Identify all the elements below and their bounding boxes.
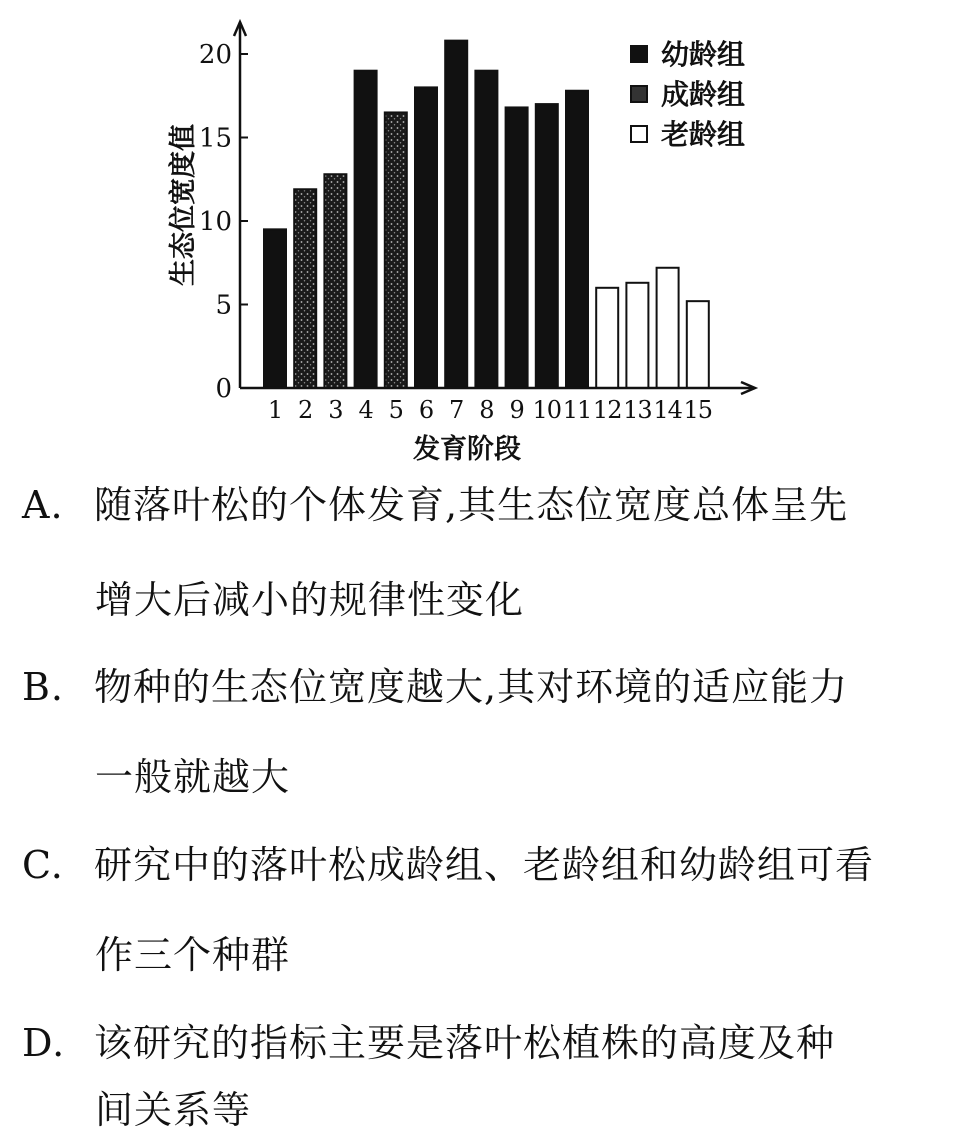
- bar: [687, 301, 709, 388]
- option-d-line-1: 该研究的指标主要是落叶松植株的高度及种: [94, 1021, 836, 1065]
- option-a-cont: [95, 575, 524, 625]
- x-tick-label: 6: [418, 396, 434, 424]
- x-tick-label: 3: [328, 396, 343, 424]
- option-b-letter: B.: [22, 665, 65, 709]
- y-tick-label: 10: [198, 207, 232, 237]
- option-b-line-1: 物种的生态位宽度越大,其对环境的适应能力: [94, 665, 849, 709]
- bar: [294, 189, 316, 388]
- option-b-line-2: 一般就越大: [95, 755, 291, 799]
- x-tick-label: 9: [509, 396, 524, 424]
- x-tick-label: 8: [479, 396, 494, 424]
- x-tick-label: 13: [623, 396, 652, 424]
- option-d-cont: [95, 1085, 251, 1135]
- bar: [566, 91, 588, 388]
- y-tick-label: 15: [198, 123, 232, 154]
- option-d: [22, 1018, 835, 1068]
- bar: [264, 229, 286, 388]
- bar: [324, 174, 346, 388]
- legend-swatch: [631, 126, 647, 142]
- bar: [626, 283, 648, 388]
- option-b: [22, 662, 848, 712]
- x-tick-label: 5: [388, 396, 403, 424]
- bar: [506, 107, 528, 388]
- legend-swatch: [631, 86, 647, 102]
- option-c-letter: C.: [22, 843, 64, 887]
- x-tick-label: 7: [449, 396, 464, 424]
- x-tick-label: 11: [562, 396, 592, 424]
- bar: [355, 71, 377, 388]
- bar: [475, 71, 497, 388]
- x-tick-label: 1: [267, 396, 283, 424]
- option-a-letter: A.: [22, 483, 64, 527]
- option-d-letter: D.: [22, 1021, 66, 1065]
- x-axis-label: 发育阶段: [413, 434, 521, 465]
- bar-chart: [0, 0, 967, 470]
- option-b-cont: [95, 752, 290, 802]
- y-tick-label: 20: [198, 40, 232, 70]
- option-c: [22, 840, 874, 890]
- x-tick-label: 4: [358, 396, 373, 424]
- legend-label: 老龄组: [661, 118, 746, 151]
- x-tick-label: 14: [653, 396, 682, 424]
- option-c-line-1: 研究中的落叶松成龄组、老龄组和幼龄组可看: [94, 843, 875, 887]
- bar: [415, 87, 437, 388]
- bar: [385, 112, 407, 388]
- x-tick-label: 12: [592, 396, 622, 424]
- option-c-cont: [95, 930, 290, 980]
- legend-swatch: [631, 46, 647, 62]
- bar: [536, 104, 558, 388]
- legend-label: 幼龄组: [661, 38, 746, 71]
- bar: [657, 268, 679, 388]
- option-c-line-2: 作三个种群: [95, 933, 291, 977]
- option-a: [22, 480, 848, 530]
- x-tick-label: 2: [298, 396, 313, 424]
- y-tick-label: 0: [215, 374, 232, 404]
- figure: [0, 0, 967, 470]
- option-a-line-1: 随落叶松的个体发育,其生态位宽度总体呈先: [94, 483, 849, 527]
- bar: [596, 288, 618, 388]
- option-a-line-2: 增大后减小的规律性变化: [95, 578, 525, 622]
- legend-label: 成龄组: [661, 78, 746, 111]
- bar: [445, 41, 467, 388]
- x-tick-label: 15: [683, 396, 713, 424]
- y-tick-label: 5: [215, 290, 232, 321]
- x-tick-label: 10: [532, 396, 562, 424]
- option-d-line-2: 间关系等: [95, 1088, 252, 1132]
- y-axis-label: 生态位宽度值: [168, 124, 199, 286]
